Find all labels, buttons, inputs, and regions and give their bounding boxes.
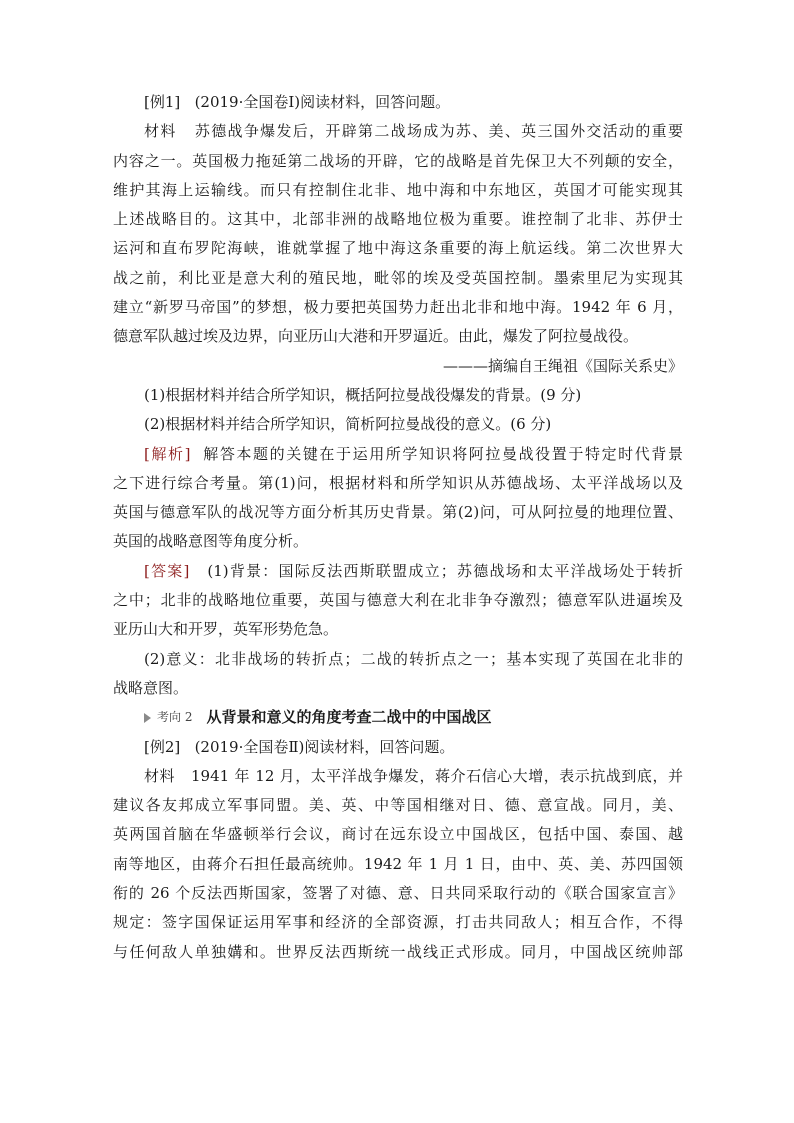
citation: ———摘编自王绳祖《国际关系史》	[442, 356, 683, 375]
answer-line: 之中；北非的战略地位重要，英国与德意大利在北非争夺激烈；德意军队进逼埃及	[113, 591, 683, 610]
analysis-line: 之下进行综合考量。第(1)问，根据材料和所学知识从苏德战场、太平洋战场以及	[113, 473, 683, 492]
analysis-first-line	[113, 440, 683, 469]
material-text: 1941 年 12 月，太平洋战争爆发，蒋介石信心大增，表示抗战到底，并	[190, 766, 683, 785]
analysis-line: 英国的战略意图等角度分析。	[113, 532, 309, 551]
material-line: 建立“新罗马帝国”的梦想，极力要把英国势力赶出北非和地中海。1942 年 6 月，	[113, 298, 683, 317]
example2-tag: [例2]	[144, 737, 181, 756]
material-line: 衔的 26 个反法西斯国家，签署了对德、意、日共同采取行动的《联合国家宣言》	[113, 884, 683, 903]
direction-title: 从背景和意义的角度考查二战中的中国战区	[206, 708, 492, 727]
material-line: 与任何敌人单独媾和。世界反法西斯统一战线正式形成。同月，中国战区统帅部	[113, 942, 683, 961]
question-2: (2)根据材料并结合所学知识，简析阿拉曼战役的意义。(6 分)	[144, 415, 552, 434]
material-line: 上述战略目的。这其中，北部非洲的战略地位极为重要。谁控制了北非、苏伊士	[113, 210, 683, 229]
material-line: 运河和直布罗陀海峡，谁就掌握了地中海这条重要的海上航运线。第二次世界大	[113, 239, 683, 258]
material-text: 苏德战争爆发后，开辟第二战场成为苏、美、英三国外交活动的重要	[194, 122, 683, 141]
answer2-line: (2)意义：北非战场的转折点；二战的转折点之一；基本实现了英国在北非的	[144, 649, 683, 668]
example1-header	[113, 88, 683, 117]
material-label: 材料	[144, 766, 176, 785]
material-line: 英两国首脑在华盛顿举行会议，商讨在远东设立中国战区，包括中国、泰国、越	[113, 825, 683, 844]
direction-header	[113, 703, 683, 732]
material-line: 规定：签字国保证运用军事和经济的全部资源，打击共同敌人；相互合作，不得	[113, 913, 683, 932]
example1-source: (2019·全国卷Ⅰ)阅读材料，回答问题。	[194, 93, 451, 111]
material-line: 战之前，利比亚是意大利的殖民地，毗邻的埃及受英国控制。墨索里尼为实现其	[113, 268, 683, 287]
answer2-line: 战略意图。	[113, 678, 189, 697]
material-line: 德意军队越过埃及边界，向亚历山大港和开罗逼近。由此，爆发了阿拉曼战役。	[113, 327, 639, 346]
answer-first-line	[113, 557, 683, 586]
example1-material-line	[113, 117, 683, 146]
direction-label: 考向 2	[157, 710, 193, 725]
question-1: (1)根据材料并结合所学知识，概括阿拉曼战役爆发的背景。(9 分)	[144, 385, 582, 404]
material-line: 内容之一。英国极力拖延第二战场的开辟，它的战略是首先保卫大不列颠的安全，	[113, 151, 683, 170]
example2-material-line	[113, 762, 683, 791]
page-content	[113, 88, 683, 967]
example2-header	[113, 733, 683, 762]
material-line: 南等地区，由蒋介石担任最高统帅。1942 年 1 月 1 日，由中、英、美、苏四国领	[113, 854, 683, 873]
answer-tag: [答案]	[144, 561, 190, 580]
analysis-text: 解答本题的关键在于运用所学知识将阿拉曼战役置于特定时代背景	[203, 444, 683, 463]
analysis-tag: [解析]	[144, 444, 191, 463]
example1-tag: [例1]	[144, 93, 181, 111]
material-label: 材料	[144, 122, 177, 141]
material-line: 建议各友邦成立军事同盟。美、英、中等国相继对日、德、意宣战。同月，美、	[113, 796, 683, 815]
answer-line: 亚历山大和开罗，英军形势危急。	[113, 620, 339, 639]
analysis-line: 英国与德意军队的战况等方面分析其历史背景。第(2)问，可从阿拉曼的地理位置、	[113, 503, 683, 522]
answer-text: (1)背景：国际反法西斯联盟成立；苏德战场和太平洋战场处于转折	[207, 561, 683, 580]
example2-source: (2019·全国卷Ⅱ)阅读材料，回答问题。	[194, 737, 455, 756]
triangle-marker-icon	[144, 713, 151, 723]
material-line: 维护其海上运输线。而只有控制住北非、地中海和中东地区，英国才可能实现其	[113, 180, 683, 199]
